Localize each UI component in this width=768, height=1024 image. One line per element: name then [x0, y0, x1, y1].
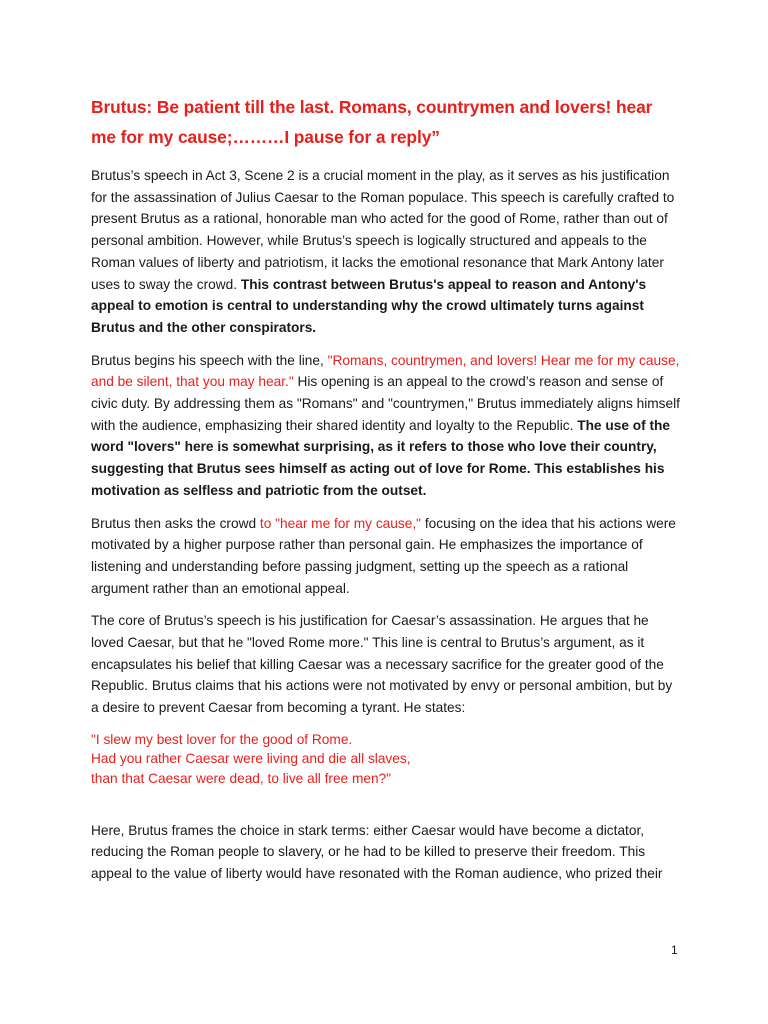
- quoted-line: to "hear me for my cause,": [259, 515, 422, 531]
- quote-line: Had you rather Caesar were living and die all slaves,: [91, 751, 411, 767]
- paragraph-text: Brutus begins his speech with the line,: [91, 352, 328, 368]
- paragraph-text: The core of Brutus’s speech is his justification for Caesar’s assassination. He argues that he loved Caesar, but that he "loved Rome more." This line is central to Brutus’s argument, as it encapsulates his belief that killing Caesar was a necessary sacrifice for the greater good of the Republic. Brutus claims that his actions were not motivated by envy or personal ambition, but by a desire to prevent Caesar from becoming a tyrant. He states:: [91, 613, 673, 716]
- paragraph-text: Brutus then asks the crowd: [91, 515, 260, 531]
- paragraph-opening-line: [91, 350, 681, 502]
- bold-emphasis: This contrast between Brutus's appeal to reason and Antony's appeal to emotion is central to understanding why the crowd ultimately turns against Brutus and the other conspirators.: [91, 276, 647, 335]
- page-content: [91, 92, 681, 896]
- quoted-line: "Romans, countrymen, and lovers! Hear me for my cause, and be silent, that you may hear.": [91, 352, 680, 390]
- paragraph-choice: Here, Brutus frames the choice in stark terms: either Caesar would have become a dictator, reducing the Roman people to slavery, or he had to be killed to preserve their freedom. This appeal to the value of liberty would have resonated with the Roman audience, who prized their: [91, 822, 663, 882]
- paragraph-text: His opening is an appeal to the crowd’s reason and sense of civic duty. By addressing them as "Romans" and "countrymen," Brutus immediately aligns himself with the audience, emphasizing their shared identity and loyalty to the Republic.: [91, 374, 680, 433]
- section-heading: Brutus: Be patient till the last. Romans, countrymen and lovers! hear me for my cause;………I pause for a reply”: [91, 97, 653, 147]
- paragraph-intro: [91, 165, 681, 339]
- quote-line: than that Caesar were dead, to live all free men?": [91, 771, 392, 787]
- block-quote: [91, 730, 681, 789]
- quote-line: "I slew my best lover for the good of Rome.: [91, 731, 353, 747]
- paragraph-cause: [91, 513, 681, 600]
- paragraph-text: focusing on the idea that his actions were motivated by a higher purpose rather than personal gain. He emphasizes the importance of listening and understanding before passing judgment, setting up the speech as a rational argument rather than an emotional appeal.: [91, 515, 676, 596]
- paragraph-core-argument: [91, 610, 681, 719]
- paragraph-text: Brutus’s speech in Act 3, Scene 2 is a crucial moment in the play, as it serves as his justification for the assassination of Julius Caesar to the Roman populace. This speech is carefully crafted to present Brutus as a rational, honorable man who acted for the good of Rome, rather than out of personal ambition. However, while Brutus’s speech is logically structured and appeals to the Roman values of liberty and patriotism, it lacks the emotional resonance that Mark Antony later uses to sway the crowd.: [91, 168, 675, 292]
- bold-emphasis: The use of the word "lovers" here is somewhat surprising, as it refers to those who love their country, suggesting that Brutus sees himself as acting out of love for Rome. This establishes his motivation as selfless and patriotic from the outset.: [91, 417, 670, 498]
- page-number: 1: [671, 943, 678, 957]
